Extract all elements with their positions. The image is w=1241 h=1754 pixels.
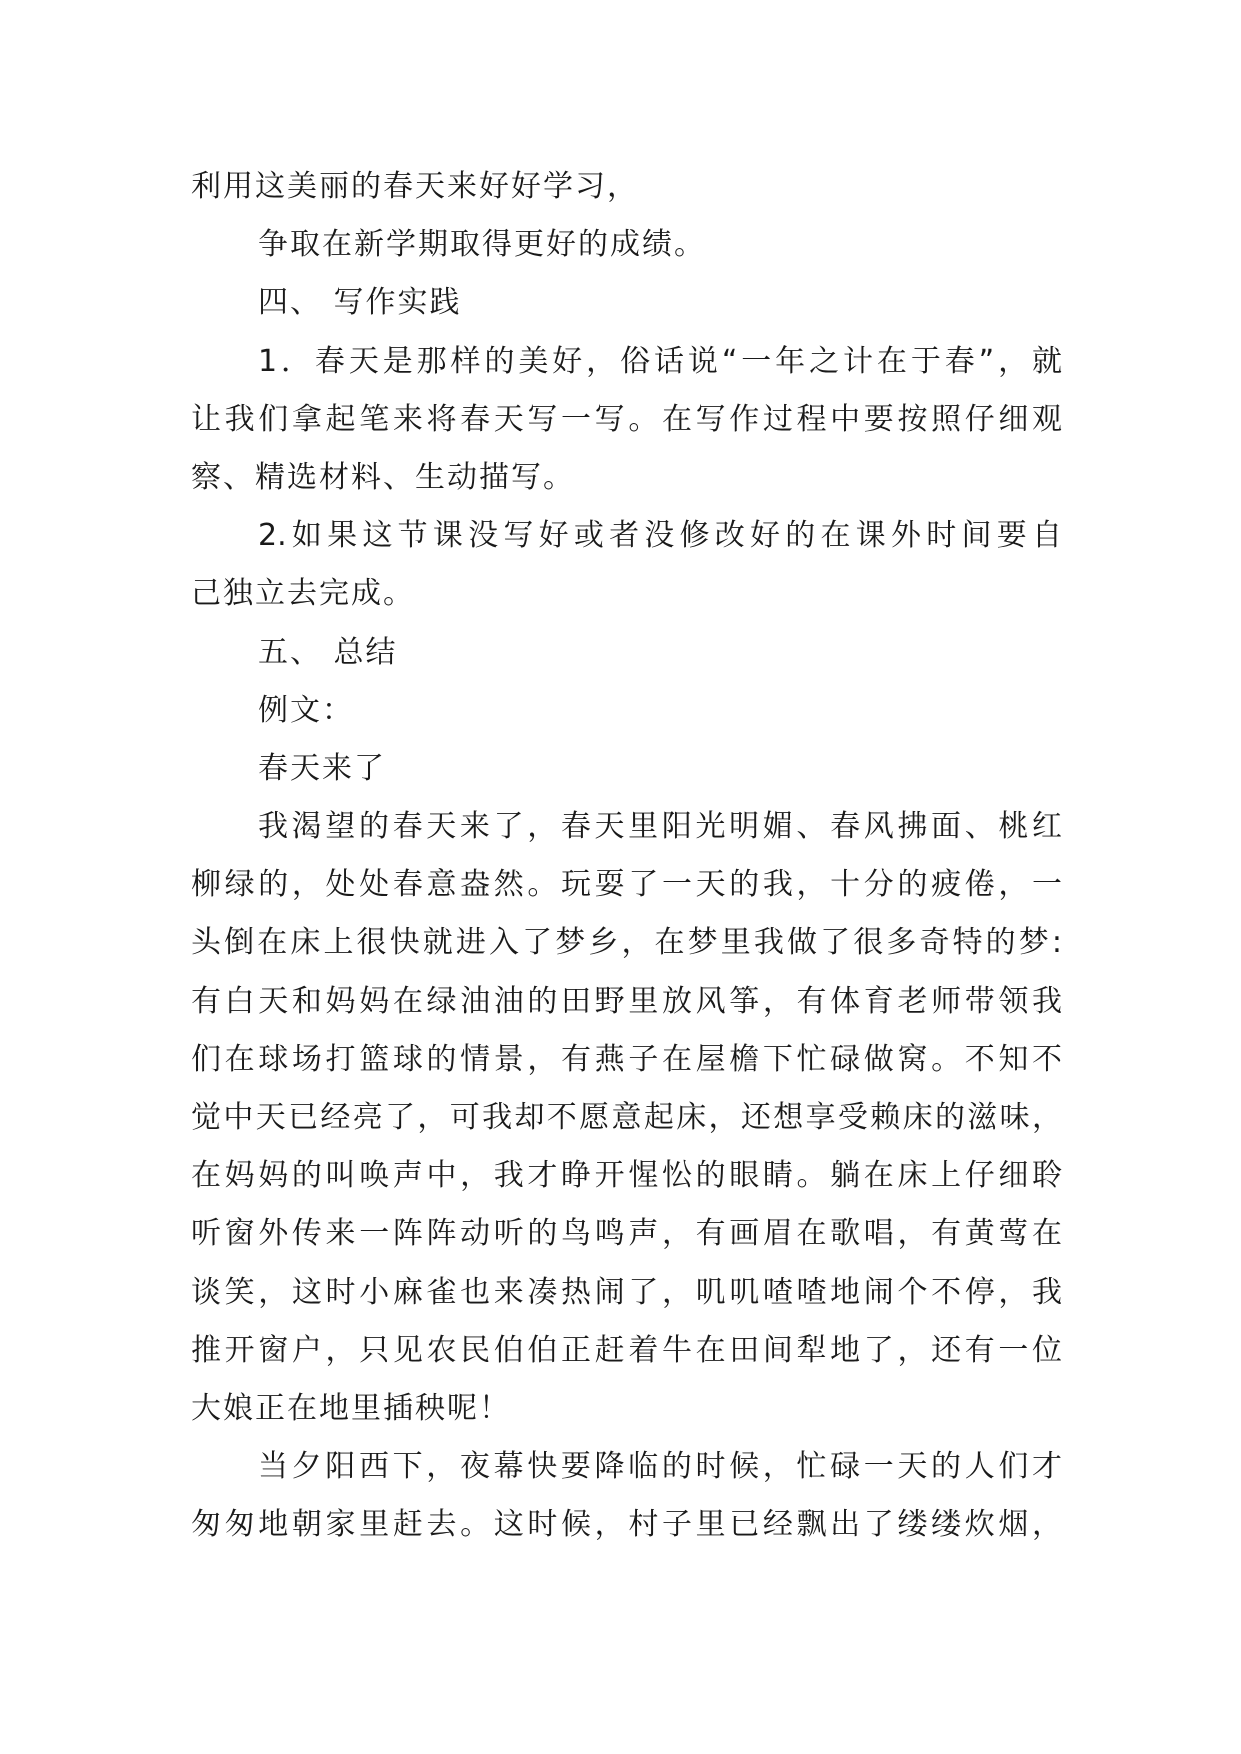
text-line: 有白天和妈妈在绿油油的田野里放风筝，有体育老师带领我 — [191, 983, 1062, 1019]
text-line: 利用这美丽的春天来好好学习， — [191, 169, 639, 204]
text-line: 争取在新学期取得更好的成绩。 — [258, 227, 706, 263]
text-line: 例文： — [258, 692, 354, 728]
text-line: 头倒在床上很快就进入了梦乡，在梦里我做了很多奇特的梦: — [191, 925, 1062, 961]
text-line: 听窗外传来一阵阵动听的鸟鸣声，有画眉在歌唱，有黄莺在 — [191, 1216, 1062, 1252]
text-line: 我渴望的春天来了，春天里阳光明媚、春风拂面、桃红 — [258, 809, 1062, 845]
text-line: 推开窗户，只见农民伯伯正赶着牛在田间犁地了，还有一位 — [191, 1332, 1062, 1368]
text-line: 在妈妈的叫唤声中，我才睁开惺忪的眼睛。躺在床上仔细聆 — [191, 1158, 1062, 1194]
text-line: 让我们拿起笔来将春天写一写。在写作过程中要按照仔细观 — [191, 401, 1062, 437]
text-line: 己独立去完成。 — [191, 576, 415, 612]
text-line: 1．春天是那样的美好，俗话说“一年之计在于春”，就 — [258, 343, 1062, 379]
text-line: 察、精选材料、生动描写。 — [191, 459, 575, 495]
text-line: 柳绿的，处处春意盎然。玩耍了一天的我，十分的疲倦，一 — [191, 867, 1062, 903]
document-body — [191, 158, 1062, 1555]
text-line: 春天来了 — [258, 750, 386, 786]
text-line: 大娘正在地里插秧呢！ — [191, 1390, 511, 1426]
text-line: 四、 写作实践 — [258, 285, 462, 321]
text-line: 五、 总结 — [258, 634, 398, 670]
text-line: 觉中天已经亮了，可我却不愿意起床，还想享受赖床的滋味， — [191, 1100, 1062, 1135]
text-line: 谈笑，这时小麻雀也来凑热闹了，叽叽喳喳地闹个不停，我 — [191, 1274, 1062, 1310]
text-line: 们在球场打篮球的情景，有燕子在屋檐下忙碌做窝。不知不 — [191, 1041, 1062, 1077]
text-line: 当夕阳西下，夜幕快要降临的时候，忙碌一天的人们才 — [258, 1449, 1062, 1485]
text-line: 2.如果这节课没写好或者没修改好的在课外时间要自 — [258, 518, 1062, 554]
text-line: 匆匆地朝家里赶去。这时候，村子里已经飘出了缕缕炊烟， — [191, 1507, 1062, 1543]
